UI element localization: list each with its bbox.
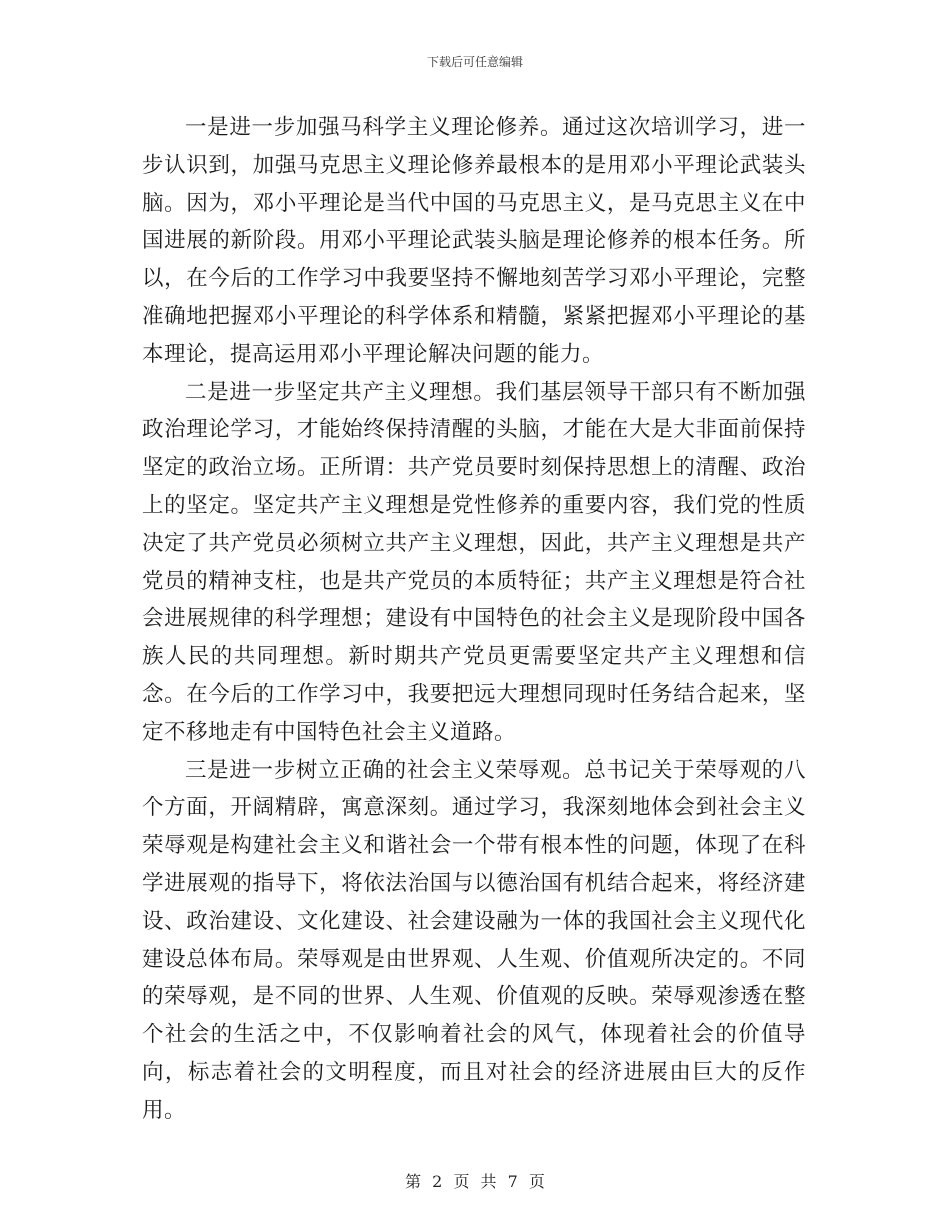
page-header: 下载后可任意编辑 <box>426 55 523 69</box>
paragraph-2: 二是进一步坚定共产主义理想。我们基层领导干部只有不断加强政治理论学习，才能始终保持清醒的头脑，才能在大是大非面前保持坚定的政治立场。正所谓：共产党员要时刻保持思想上的清醒、政治上的坚定。坚定共产主义理想是党性修养的重要内容，我们党的性质决定了共产党员必须树立共产主义理想，因此，共产主义理想是共产党员的精神支柱，也是共产党员的本质特征；共产主义理想是符合社会进展规律的科学理想；建设有中国特色的社会主义是现阶段中国各族人民的共同理想。新时期共产党员更需要坚定共产主义理想和信念。在今后的工作学习中，我要把远大理想同现时任务结合起来，坚定不移地走有中国特色社会主义道路。 <box>142 379 806 745</box>
paragraph-1: 一是进一步加强马科学主义理论修养。通过这次培训学习，进一步认识到，加强马克思主义理论修养最根本的是用邓小平理论武装头脑。因为，邓小平理论是当代中国的马克思主义，是马克思主义在中国进展的新阶段。用邓小平理论武装头脑是理论修养的根本任务。所以，在今后的工作学习中我要坚持不懈地刻苦学习邓小平理论，完整准确地把握邓小平理论的科学体系和精髓，紧紧把握邓小平理论的基本理论，提高运用邓小平理论解决问题的能力。 <box>142 115 806 367</box>
page-number: 第 2 页 共 7 页 <box>405 1172 545 1191</box>
document-body <box>142 109 806 1130</box>
paragraph-3: 三是进一步树立正确的社会主义荣辱观。总书记关于荣辱观的八个方面，开阔精辟，寓意深刻。通过学习，我深刻地体会到社会主义荣辱观是构建社会主义和谐社会一个带有根本性的问题，体现了在科学进展观的指导下，将依法治国与以德治国有机结合起来，将经济建设、政治建设、文化建设、社会建设融为一体的我国社会主义现代化建设总体布局。荣辱观是由世界观、人生观、价值观所决定的。不同的荣辱观，是不同的世界、人生观、价值观的反映。荣辱观渗透在整个社会的生活之中，不仅影响着社会的风气，体现着社会的价值导向，标志着社会的文明程度，而且对社会的经济进展由巨大的反作用。 <box>142 757 806 1123</box>
